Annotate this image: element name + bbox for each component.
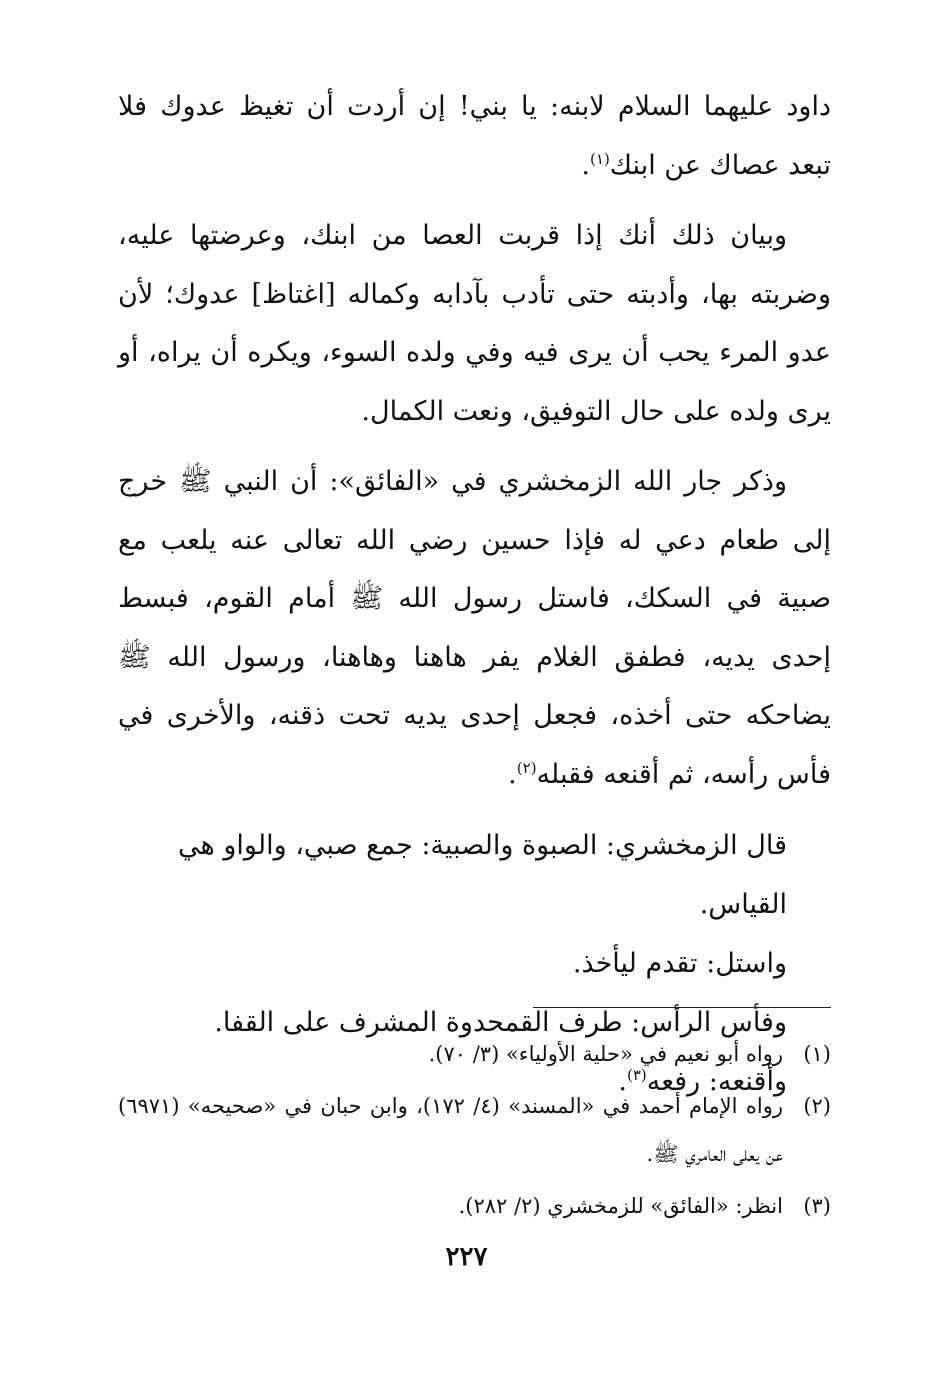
footnote-ref-2[interactable]: (٢) — [516, 758, 537, 777]
paragraph-text: وبيان ذلك أنك إذا قربت العصا من ابنك، وعرضتها عليه، وضربته بها، وأدبته حتى تأدب بآدابه وكماله [اغتاظ] عدوك؛ لأن عدو المرء يحب أن يرى فيه وفي ولده السوء، ويكره أن يراه، أو يرى ولده على حال التوفيق، ونعت الكمال. — [118, 220, 831, 427]
definition-end: . — [618, 1066, 627, 1097]
paragraph-text: وذكر جار الله الزمخشري في «الفائق»: أن النبي ﷺ خرج إلى طعام دعي له فإذا حسين رضي الله تعالى عنه يلعب مع صبية في السكك، فاستل رسول الله ﷺ أمام القوم، فبسط إحدى يديه، فطفق الغلام يفر هاهنا وهاهنا، ورسول الله ﷺ يضاحكه حتى أخذه، فجعل إحدى يديه تحت ذقنه، والأخرى في فأس رأسه، ثم أقنعه فقبله — [118, 466, 831, 790]
paragraph-end: . — [581, 149, 591, 181]
footnote-3 — [118, 1182, 831, 1230]
definition-line — [118, 816, 831, 934]
footnotes — [118, 1030, 831, 1234]
paragraph-2 — [118, 207, 831, 441]
footnote-2 — [118, 1082, 831, 1178]
footnote-divider — [533, 1007, 831, 1008]
paragraph-1 — [118, 78, 831, 195]
footnote-text: رواه الإمام أحمد في «المسند» (٤/ ١٧٢)، وابن حبان في «صحيحه» (٦٩٧١) عن يعلى العامري ﷺ. — [118, 1094, 783, 1166]
footnote-1 — [118, 1030, 831, 1078]
footnote-number: (١) — [803, 1042, 831, 1066]
footnote-number: (٣) — [803, 1194, 831, 1218]
footnote-number: (٢) — [803, 1094, 831, 1118]
definition-text: قال الزمخشري: الصبوة والصبية: جمع صبي، والواو هي القياس. — [178, 830, 787, 920]
definition-line — [118, 934, 831, 993]
paragraph-3 — [118, 453, 831, 804]
footnote-ref-3[interactable]: (٣) — [626, 1066, 647, 1084]
main-text — [118, 78, 831, 1111]
footnote-ref-1[interactable]: (١) — [590, 149, 610, 168]
page-number: ٢٢٧ — [445, 1242, 488, 1272]
definition-text: واستل: تقدم ليأخذ. — [572, 948, 787, 979]
definition-text: وفأس الرأس: طرف القمحدوة المشرف على القفا. — [214, 1007, 787, 1038]
definition-text: وأقنعه: رفعه — [646, 1066, 787, 1097]
paragraph-end: . — [508, 758, 517, 790]
paragraph-text: داود عليهما السلام لابنه: يا بني! إن أردت أن تغيظ عدوك فلا تبعد عصاك عن ابنك — [118, 91, 831, 181]
footnote-text: رواه أبو نعيم في «حلية الأولياء» (٣/ ٧٠). — [428, 1042, 783, 1066]
footnote-text: انظر: «الفائق» للزمخشري (٢/ ٢٨٢). — [458, 1194, 783, 1218]
